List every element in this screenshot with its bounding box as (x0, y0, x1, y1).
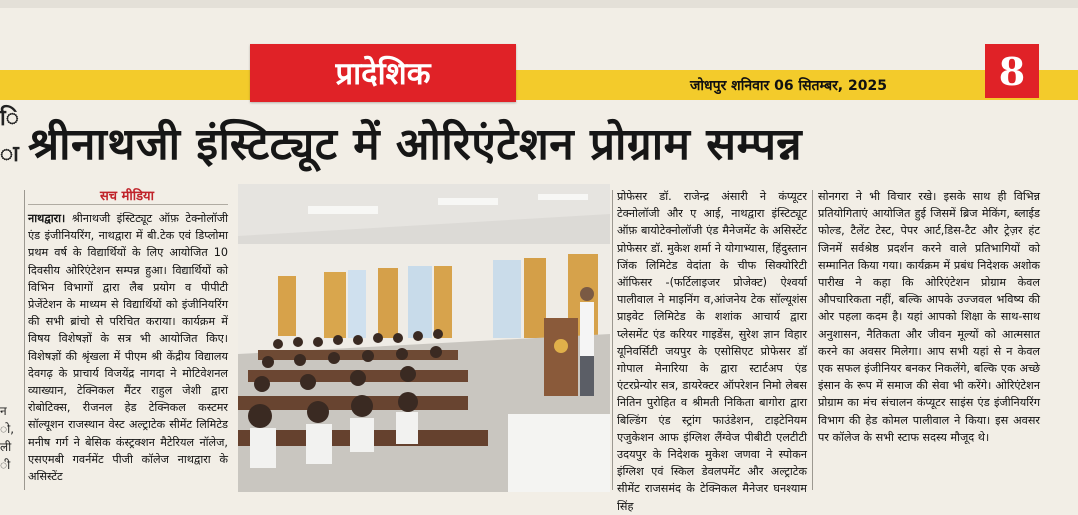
fragment-line: ो, (0, 422, 15, 436)
article-dateline-place: नाथद्वारा। (28, 212, 66, 225)
adjacent-article-fragment (0, 108, 22, 498)
dateline: जोधपुर शनिवार 06 सितम्बर, 2025 (690, 77, 887, 94)
page-top-edge (0, 0, 1078, 8)
article-column-1 (28, 210, 228, 493)
fragment-line: ी (0, 458, 11, 472)
classroom-photo-illustration (238, 184, 610, 492)
headline: श्रीनाथजी इंस्टिट्यूट में ओरिएंटेशन प्रोग्राम सम्पन्न (28, 119, 803, 170)
article-text: श्रीनाथजी इंस्टिट्यूट ऑफ़ टेक्नोलॉजी एंड इंजीनियरिंग, नाथद्वारा में बी.टेक एवं डिप्लोमा प्रथम वर्ष के विद्यार्थियों के लिए आयोजित 10 दिवसीय ओरिएंटेशन सम्पन्न हुआ। विद्यार्थियों को विभिन विभागों द्वारा लैब प्रयोग व पीपीटी प्रेजेंटेशन के माध्यम से विद्यार्थियों को इंजीनियरिंग की सभी ब्रांचो से परिचित कराया। कार्यक्रम में विषय विशेषज्ञों के सत्र भी आयोजित किए।विशेषज्ञों की श्रृंखला में पीएम श्री केंद्रीय विद्यालय देवगढ़ के प्राचार्य विजयेंद्र नागदा ने मोटिवेशनल व्याख्यान, टेक्निकल मैंटर राहुल जेशी द्वारा रोबोटिक्स, रीजनल हेड टेक्निकल कस्टमर सॉल्यूशन राजस्थान वेस्ट अल्ट्राटेक सीमेंट लिमिटेड मनीष गर्ग ने बेसिक कंस्ट्रक्शन मैटेरियल नॉलेज, एसएमबी गवर्नमेंट पीजी कॉलेज नाथद्वारा के असिस्टेंट (28, 212, 228, 484)
column-divider (812, 190, 813, 490)
section-label: प्रादेशिक (250, 44, 516, 102)
fragment-line: न (0, 404, 7, 418)
article-column-2: प्रोफेसर डॉ. राजेन्द्र अंसारी ने कंप्यूटर टेक्नोलॉजी और ए आई, नाथद्वारा इंस्टिट्यूट ऑफ़ बायोटेक्नोलॉजी एंड मैनेजमेंट के असिस्टेंट प्रोफेसर डॉ. मुकेश शर्मा ने योगाभ्यास, हिंदुस्तान जिंक लिमिटेड वेदांता के चीफ सिक्योरिटी ऑफिसर -(फर्टिलाइजर प्रोजेक्ट) ऐश्वर्या पालीवाल ने माइनिंग व,आंजनेय टेक सॉल्यूशंस प्राइवेट लिमिटेड के शशांक आचार्य द्वारा प्लेसमेंट एंड करियर गाइडेंस, सुरेश ज्ञान विहार यूनिवर्सिटी जयपुर के एसोसिएट प्रोफेसर डॉ गोपाल मेनारिया के द्वारा स्टार्टअप एंड एंटरप्रेन्योर सत्र, डायरेक्टर ऑपरेशन निमो लेबस नितिन पुरोहित व श्रीमती निकिता बागोरा द्वारा बिल्डिंग एंड स्ट्रांग फाउंडेशन, टाइटेनियम एजुकेशन आफ इंग्लिश लैंग्वेज पीबीटी एलटीटी उदयपुर के निदेशक मुकेश जणवा ने स्पोकन इंग्लिश एवं स्किल डेवलपमेंट और अल्ट्राटेक सीमेंट राजसमंद के टेक्निकल मैनेजर घनश्याम सिंह (617, 190, 807, 513)
column-divider (24, 190, 25, 490)
page-number: 8 (985, 44, 1039, 98)
byline-divider (28, 204, 228, 205)
fragment-line: ली (0, 440, 12, 454)
fragment-line: ा (0, 142, 19, 167)
column-divider (612, 190, 613, 490)
article-photo (238, 184, 610, 492)
fragment-line: ि (0, 106, 19, 131)
byline: सच मीडिया (100, 189, 154, 204)
article-column-3: सोनगरा ने भी विचार रखे। इसके साथ ही विभिन्न प्रतियोगिताएं आयोजित हुई जिसमें ब्रिज मेकिंग, ब्लाईड फोल्ड, टैलेंट टेस्ट, पेपर आर्ट,डिस-टैट और ट्रेज़र हंट जिनमें सर्वश्रेष्ठ प्रदर्शन करने वाले प्रतिभागियों को सम्मानित किया गया। कार्यक्रम में प्रबंध निदेशक अशोक पारीख ने कहा कि ओरिएंटेशन प्रोग्राम केवल औपचारिकता नहीं, बल्कि आपके उज्जवल भविष्य की ओर पहला कदम है। यहां आपको शिक्षा के साथ-साथ अनुशासन, नैतिकता और जीवन मूल्यों को आत्मसात करने का अवसर मिलेगा। आप सभी यहां से न केवल एक सफल इंजीनियर बनकर निकलेंगे, बल्कि एक अच्छे इंसान के रूप में समाज की सेवा भी करेंगे। ओरिएंटेशन प्रोग्राम का मंच संचालन कंप्यूटर साइंस एंड इंजीनियरिंग विभाग की हेड कोमल पालीवाल ने किया। इस अवसर पर कॉलेज के सभी स्टाफ सदस्य मौजूद थे। (818, 190, 1040, 444)
